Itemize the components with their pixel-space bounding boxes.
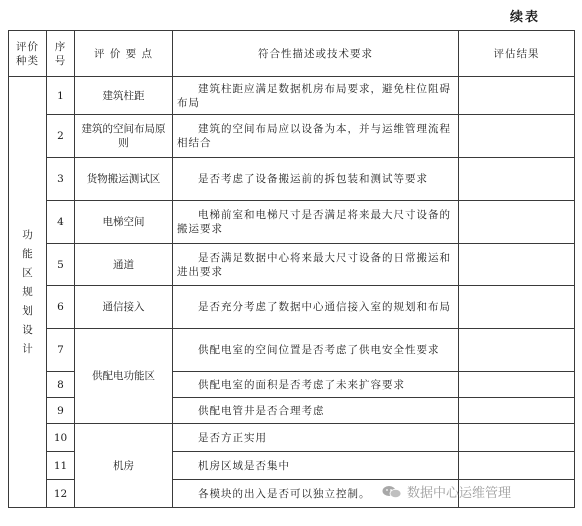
row-result — [459, 452, 575, 480]
row-result — [459, 372, 575, 398]
row-result — [459, 115, 575, 158]
row-point: 供配电功能区 — [75, 329, 173, 424]
table-row — [9, 115, 575, 158]
row-number: 6 — [47, 286, 75, 329]
row-result — [459, 424, 575, 452]
row-point: 通道 — [75, 244, 173, 286]
row-result — [459, 286, 575, 329]
watermark-text: 数据中心运维管理 — [407, 486, 512, 501]
row-description: 是否满足数据中心将来最大尺寸设备的日常搬运和进出要求 — [173, 244, 459, 286]
row-point: 建筑柱距 — [75, 77, 173, 115]
row-point: 建筑的空间布局原则 — [75, 115, 173, 158]
table-row — [9, 329, 575, 372]
row-number: 7 — [47, 329, 75, 372]
header-result: 评估结果 — [459, 31, 575, 77]
row-number: 10 — [47, 424, 75, 452]
table-row — [9, 286, 575, 329]
row-result — [459, 77, 575, 115]
row-description: 供配电室的面积是否考虑了未来扩容要求 — [173, 372, 459, 398]
row-number: 12 — [47, 480, 75, 508]
row-result — [459, 398, 575, 424]
row-point: 通信接入 — [75, 286, 173, 329]
watermark — [382, 482, 511, 501]
row-number: 9 — [47, 398, 75, 424]
continued-label: 续表 — [510, 10, 541, 25]
header-point: 评 价 要 点 — [75, 31, 173, 77]
row-description: 建筑柱距应满足数据机房布局要求，避免柱位阻碍布局 — [173, 77, 459, 115]
row-number: 1 — [47, 77, 75, 115]
row-description: 各模块的出入是否可以独立控制。 — [173, 480, 459, 508]
row-description: 是否考虑了设备搬运前的拆包装和测试等要求 — [173, 158, 459, 201]
category-label: 功能区规划设计 — [22, 228, 33, 355]
table-row — [9, 201, 575, 244]
row-description: 是否充分考虑了数据中心通信接入室的规划和布局 — [173, 286, 459, 329]
header-number: 序号 — [47, 31, 75, 77]
row-result — [459, 201, 575, 244]
category-cell — [9, 77, 47, 508]
row-number: 2 — [47, 115, 75, 158]
row-point: 电梯空间 — [75, 201, 173, 244]
row-result — [459, 329, 575, 372]
header-description: 符合性描述或技术要求 — [173, 31, 459, 77]
row-description: 供配电管井是否合理考虑 — [173, 398, 459, 424]
header-row — [9, 31, 575, 77]
row-description: 供配电室的空间位置是否考虑了供电安全性要求 — [173, 329, 459, 372]
row-point: 货物搬运测试区 — [75, 158, 173, 201]
row-number: 4 — [47, 201, 75, 244]
row-point: 机房 — [75, 424, 173, 508]
row-number: 11 — [47, 452, 75, 480]
row-result — [459, 244, 575, 286]
table-row — [9, 77, 575, 115]
evaluation-table — [8, 30, 575, 508]
row-description: 是否方正实用 — [173, 424, 459, 452]
table-row — [9, 244, 575, 286]
row-number: 5 — [47, 244, 75, 286]
wechat-icon — [382, 485, 402, 499]
row-number: 3 — [47, 158, 75, 201]
row-description: 建筑的空间布局应以设备为本，并与运维管理流程相结合 — [173, 115, 459, 158]
row-number: 8 — [47, 372, 75, 398]
header-category: 评价种类 — [9, 31, 47, 77]
row-description: 电梯前室和电梯尺寸是否满足将来最大尺寸设备的搬运要求 — [173, 201, 459, 244]
table-row — [9, 158, 575, 201]
row-description: 机房区域是否集中 — [173, 452, 459, 480]
table-row — [9, 424, 575, 452]
row-result — [459, 158, 575, 201]
